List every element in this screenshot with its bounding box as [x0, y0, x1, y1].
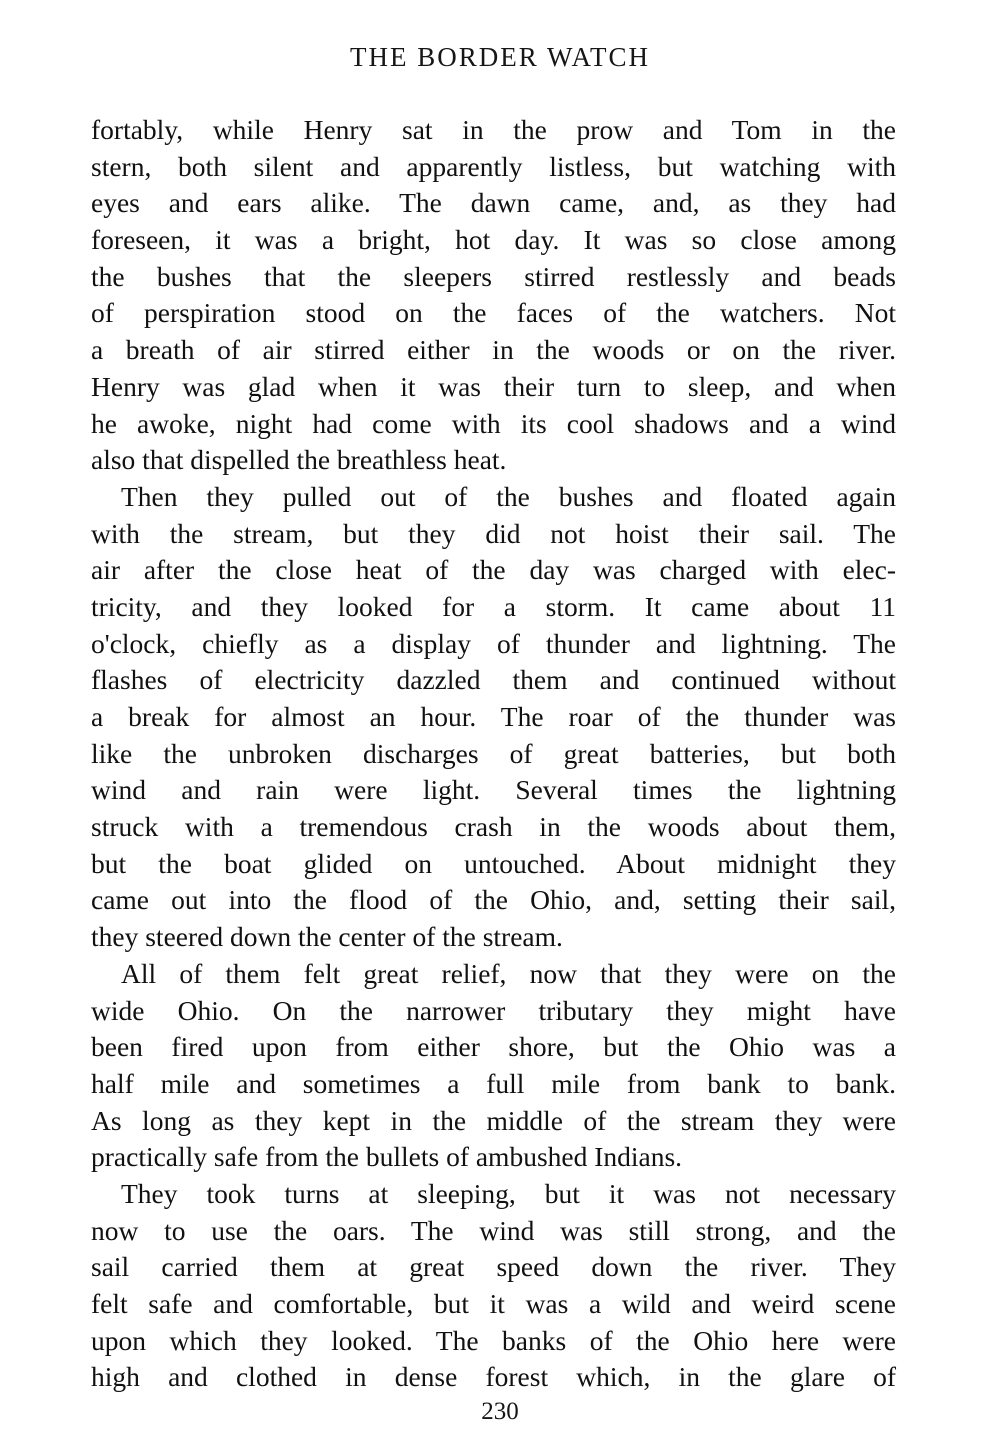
text-line: a break for almost an hour. The roar of the thunder was	[91, 701, 896, 732]
text-line: foreseen, it was a bright, hot day. It was so close among	[91, 224, 896, 256]
text-line: a breath of air stirred either in the woods or on the river.	[91, 334, 896, 366]
paragraph-end-line: practically safe from the bullets of ambushed Indians.	[91, 1141, 683, 1173]
paragraph-end-line: also that dispelled the breathless heat.	[91, 444, 507, 476]
text-line: the bushes that the sleepers stirred restlessly and beads	[91, 260, 896, 292]
text-line: he awoke, night had come with its cool shadows and a wind	[91, 407, 896, 439]
text-line: upon which they looked. The banks of the Ohio here were	[91, 1324, 896, 1356]
text-line: sail carried them at great speed down the river. They	[91, 1251, 896, 1283]
text-line: high and clothed in dense forest which, in the glare of	[91, 1361, 896, 1393]
paragraph-start-line: All of them felt great relief, now that they were on the	[121, 957, 896, 989]
running-head-title: THE BORDER WATCH	[349, 42, 650, 72]
text-line: like the unbroken discharges of great batteries, but both	[91, 737, 896, 769]
page-number: 230	[481, 1398, 519, 1425]
text-line: flashes of electricity dazzled them and continued without	[91, 664, 896, 696]
paragraph-end-line: they steered down the center of the stream.	[91, 921, 563, 953]
text-line: fortably, while Henry sat in the prow and Tom in the	[91, 114, 896, 145]
text-line: with the stream, but they did not hoist their sail. The	[91, 517, 896, 549]
text-line: now to use the oars. The wind was still strong, and the	[91, 1214, 896, 1246]
text-line: half mile and sometimes a full mile from bank to bank.	[91, 1067, 896, 1099]
body-text	[91, 112, 896, 1396]
text-line: eyes and ears alike. The dawn came, and, as they had	[91, 187, 896, 219]
text-line: wind and rain were light. Several times the lightning	[91, 774, 896, 806]
text-line: Henry was glad when it was their turn to sleep, and when	[91, 370, 896, 402]
text-line: of perspiration stood on the faces of the watchers. Not	[91, 297, 896, 329]
text-line: As long as they kept in the middle of the stream they were	[91, 1104, 896, 1136]
text-line: been fired upon from either shore, but the Ohio was a	[91, 1031, 896, 1063]
text-line: came out into the flood of the Ohio, and, setting their sail,	[91, 884, 896, 916]
text-line: o'clock, chiefly as a display of thunder and lightning. The	[91, 627, 896, 659]
paragraph-start-line: They took turns at sleeping, but it was not necessary	[121, 1177, 896, 1209]
text-line: tricity, and they looked for a storm. It came about 11	[91, 590, 896, 622]
paragraph-start-line: Then they pulled out of the bushes and floated again	[121, 480, 896, 512]
text-line: struck with a tremendous crash in the woods about them,	[91, 811, 896, 843]
text-line: felt safe and comfortable, but it was a wild and weird scene	[91, 1288, 896, 1319]
text-line: stern, both silent and apparently listless, but watching with	[91, 150, 896, 182]
text-line: wide Ohio. On the narrower tributary they might have	[91, 994, 896, 1026]
text-line: but the boat glided on untouched. About midnight they	[91, 847, 896, 879]
text-line: air after the close heat of the day was charged with elec-	[91, 554, 896, 586]
